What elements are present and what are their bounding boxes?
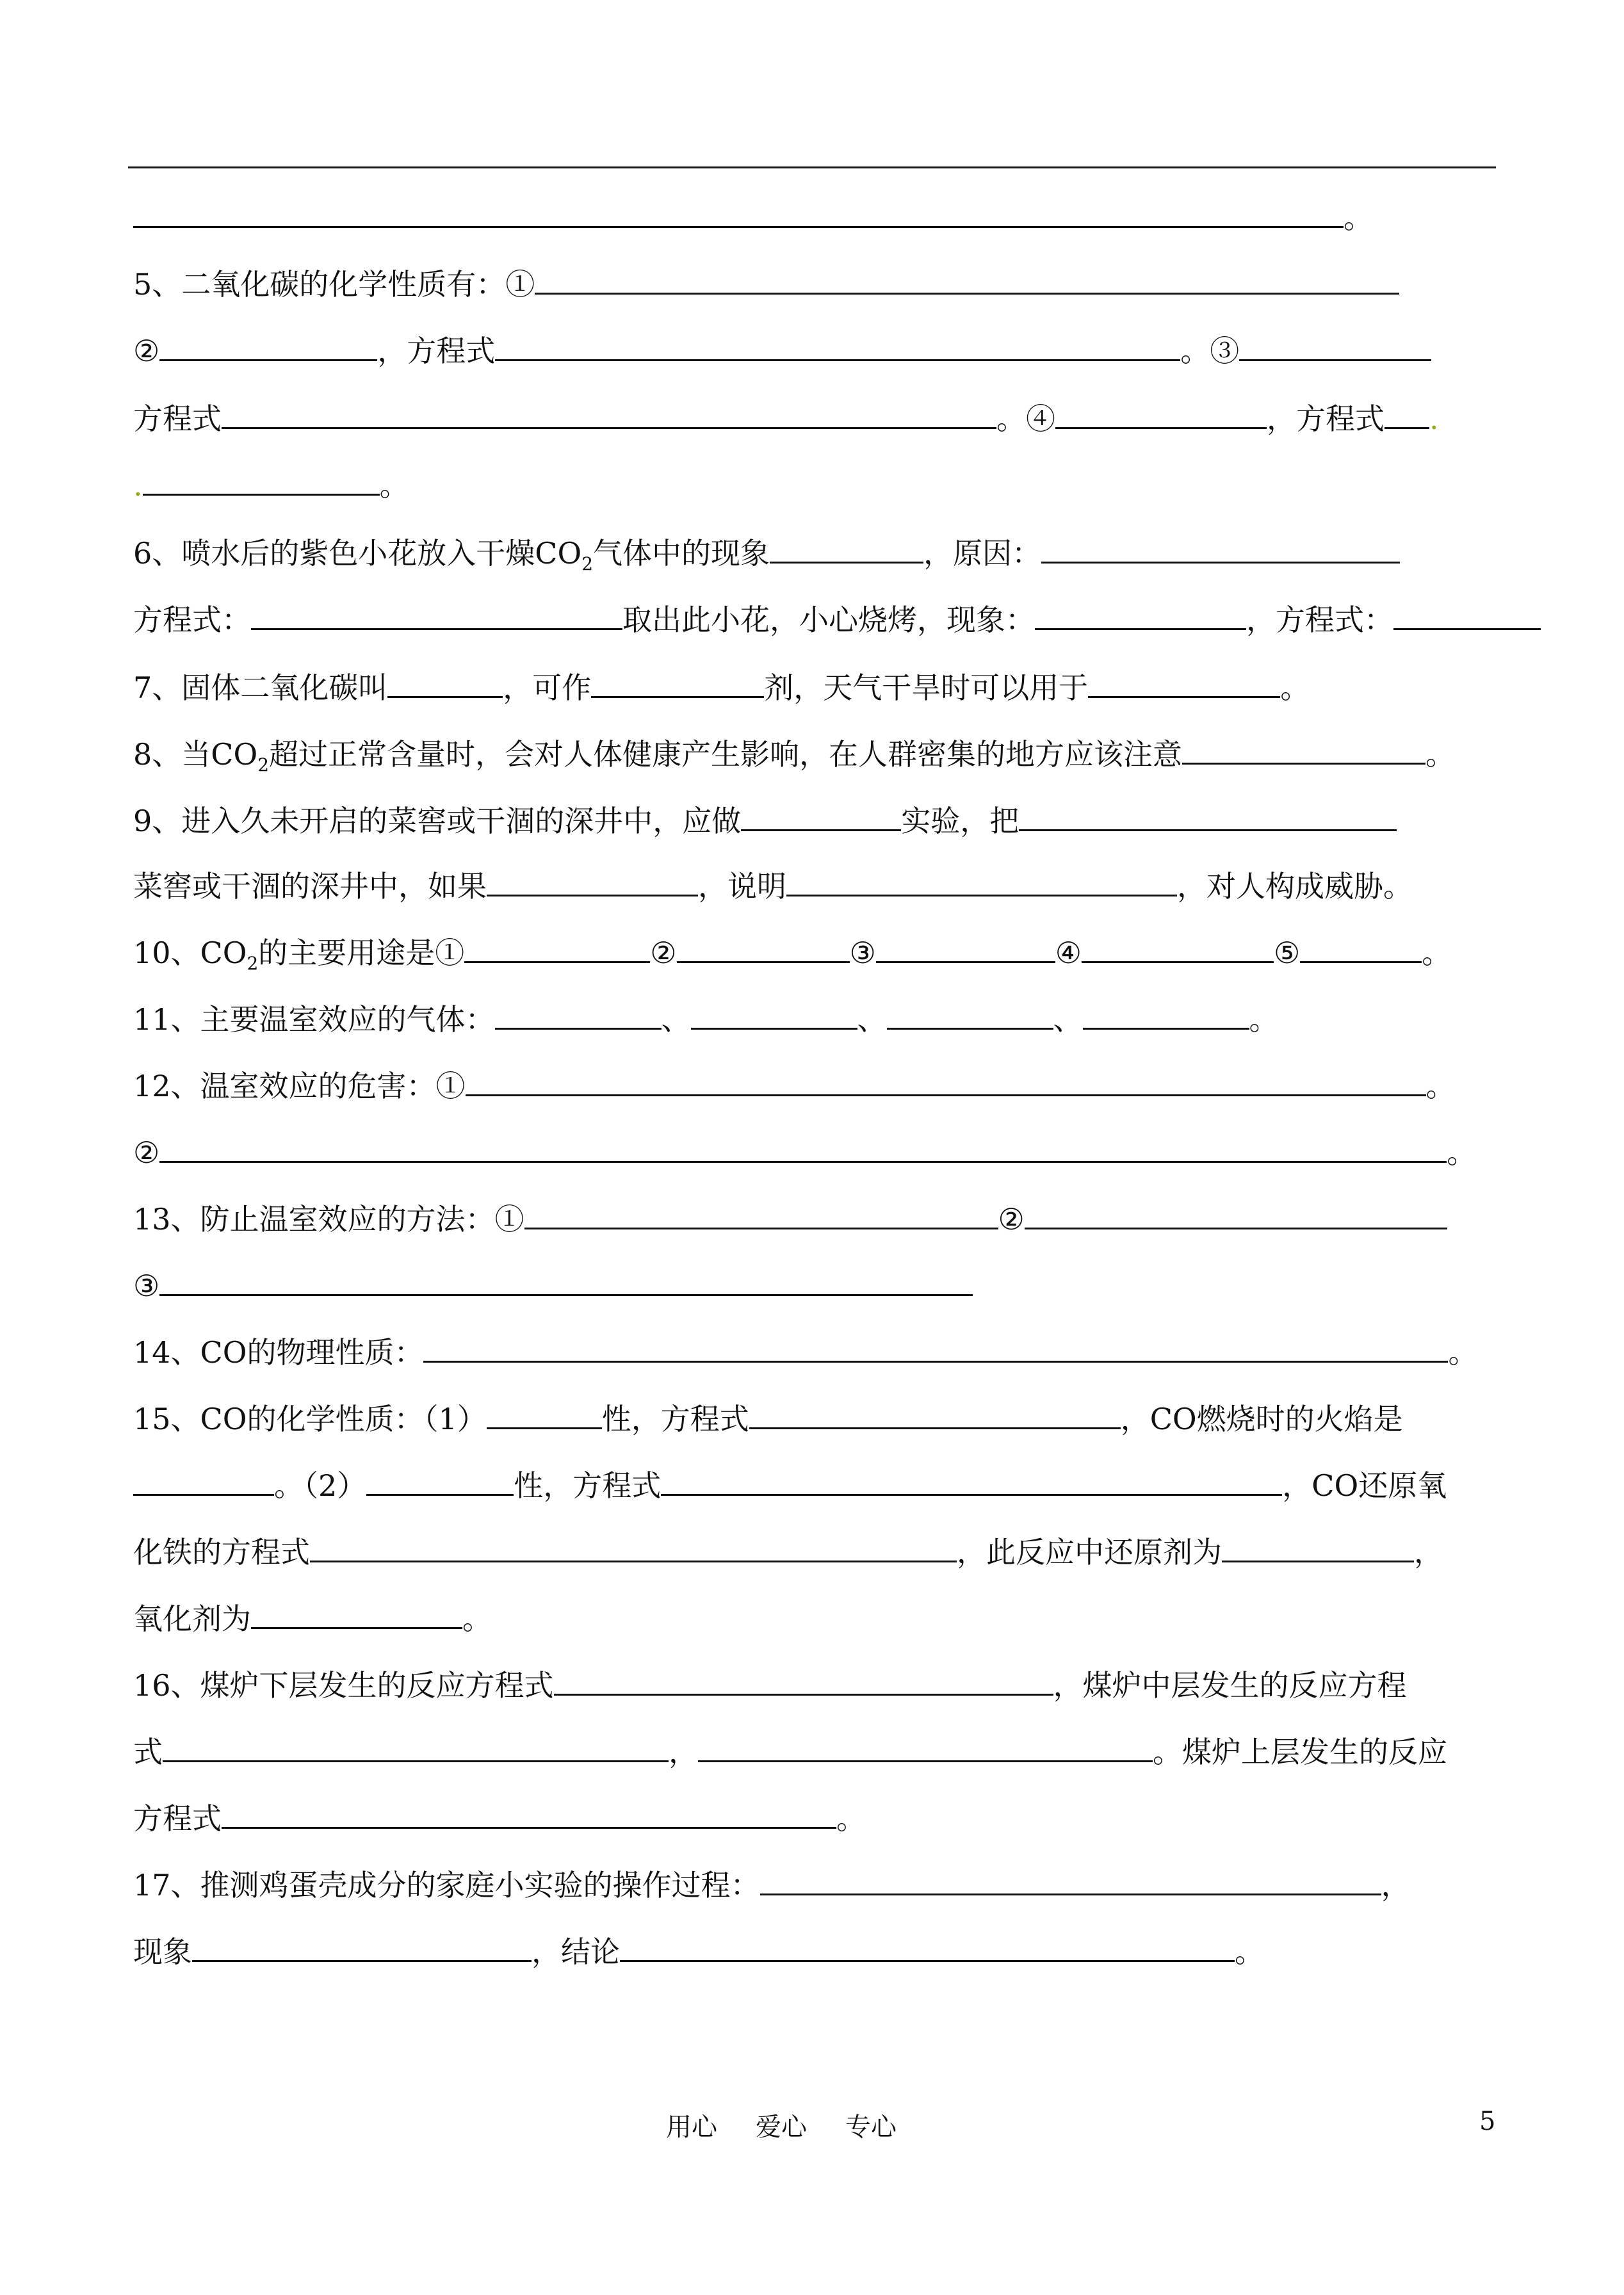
blank[interactable] bbox=[387, 670, 503, 698]
blank[interactable] bbox=[222, 401, 996, 429]
blank[interactable] bbox=[1082, 936, 1274, 963]
blank[interactable] bbox=[698, 1735, 1153, 1762]
blank[interactable] bbox=[1055, 401, 1267, 429]
blank[interactable] bbox=[495, 1002, 662, 1030]
blank[interactable] bbox=[661, 1468, 1282, 1496]
q5-line3: 方程式 。④ ，方程式 . bbox=[133, 401, 1439, 436]
q5-line1: 5、二氧化碳的化学性质有：① bbox=[133, 266, 1399, 302]
q12-line1: 12、温室效应的危害：① 。 bbox=[133, 1069, 1456, 1103]
blank[interactable] bbox=[366, 1468, 514, 1496]
blank[interactable] bbox=[159, 1269, 973, 1296]
blank[interactable] bbox=[620, 1934, 1235, 1962]
blank[interactable] bbox=[760, 1868, 1381, 1895]
q8-line: 8、当$CO_2$超过正常含量时，会对人体健康产生影响，在人群密集的地方应该注意 。 bbox=[133, 737, 1456, 776]
blank[interactable] bbox=[770, 536, 923, 564]
blank[interactable] bbox=[1025, 1202, 1447, 1229]
q13-line2: ③ bbox=[133, 1268, 973, 1304]
blank[interactable] bbox=[1088, 670, 1280, 698]
blank[interactable] bbox=[524, 1202, 998, 1229]
blank[interactable] bbox=[1222, 1535, 1414, 1562]
blank[interactable] bbox=[159, 334, 377, 361]
q9-line2: 菜窖或干涸的深井中，如果 ，说明 ，对人构成威胁。 bbox=[133, 869, 1413, 904]
page-number: 5 bbox=[1479, 2107, 1496, 2136]
mark-dot: . bbox=[1429, 401, 1439, 436]
blank[interactable] bbox=[535, 267, 1399, 295]
blank[interactable] bbox=[495, 334, 1180, 361]
blank[interactable] bbox=[143, 468, 380, 496]
mark-dot: . bbox=[133, 468, 143, 503]
blank[interactable] bbox=[1393, 603, 1541, 630]
q5-line4: . 。 bbox=[133, 468, 409, 503]
blank[interactable] bbox=[487, 869, 698, 896]
blank[interactable] bbox=[1035, 603, 1246, 630]
blank[interactable] bbox=[887, 1002, 1053, 1030]
q15-line4: 氧化剂为 。 bbox=[133, 1602, 492, 1636]
blank[interactable] bbox=[554, 1668, 1053, 1696]
blank[interactable] bbox=[1019, 804, 1397, 831]
q16-line1: 16、煤炉下层发生的反应方程式 ，煤炉中层发生的反应方程 bbox=[133, 1668, 1407, 1703]
blank[interactable] bbox=[251, 1602, 462, 1629]
q5-line2: ② ，方程式 。③ bbox=[133, 333, 1431, 369]
blank[interactable] bbox=[464, 936, 650, 963]
blank[interactable] bbox=[1182, 737, 1425, 765]
blank[interactable] bbox=[1083, 1002, 1249, 1030]
q15-line1: 15、CO的化学性质：（1） 性，方程式 ，CO燃烧时的火焰是 bbox=[133, 1402, 1403, 1436]
blank[interactable] bbox=[251, 603, 622, 630]
q14-line: 14、CO的物理性质： 。 bbox=[133, 1335, 1478, 1370]
q15-line2: 。（2） 性，方程式 ，CO还原氧 bbox=[133, 1468, 1447, 1504]
q10-line: 10、$CO_2$的主要用途是① ② ③ ④ ⑤ 。 bbox=[133, 936, 1452, 975]
blank[interactable] bbox=[786, 869, 1177, 896]
q9-line1: 9、进入久未开启的菜窖或干涸的深井中，应做 实验，把 bbox=[133, 803, 1397, 839]
q6-line1: 6、喷水后的紫色小花放入干燥$CO_2$气体中的现象 ，原因： bbox=[133, 535, 1400, 571]
q12-line2: ② 。 bbox=[133, 1135, 1477, 1170]
q16-line2: 式 ， 。煤炉上层发生的反应 bbox=[133, 1735, 1447, 1769]
blank[interactable] bbox=[1300, 936, 1422, 963]
blank[interactable] bbox=[1041, 536, 1400, 564]
blank[interactable] bbox=[133, 200, 1344, 228]
blank[interactable] bbox=[222, 1801, 836, 1829]
blank[interactable] bbox=[159, 1135, 1447, 1163]
blank[interactable] bbox=[192, 1934, 532, 1962]
blank[interactable] bbox=[1239, 334, 1431, 361]
q11-line: 11、主要温室效应的气体： 、 、 、 。 bbox=[133, 1002, 1279, 1037]
blank[interactable] bbox=[487, 1402, 602, 1429]
q17-line1: 17、推测鸡蛋壳成分的家庭小实验的操作过程： ， bbox=[133, 1868, 1411, 1902]
page-footer: 用心 爱心 专心 bbox=[666, 2113, 897, 2142]
blank[interactable] bbox=[1384, 401, 1429, 429]
blank[interactable] bbox=[423, 1335, 1448, 1363]
blank[interactable] bbox=[677, 936, 850, 963]
blank[interactable] bbox=[876, 936, 1055, 963]
blank[interactable] bbox=[133, 1468, 274, 1496]
blank[interactable] bbox=[749, 1402, 1121, 1429]
blank[interactable] bbox=[741, 804, 901, 831]
q6-line2: 方程式： 取出此小花，小心烧烤，现象： ，方程式： bbox=[133, 602, 1541, 638]
blank[interactable] bbox=[466, 1069, 1426, 1096]
q7-line: 7、固体二氧化碳叫 ，可作 剂，天气干旱时可以用于 。 bbox=[133, 670, 1310, 705]
blank[interactable] bbox=[163, 1735, 669, 1762]
blank[interactable] bbox=[591, 670, 764, 698]
q15-line3: 化铁的方程式 ，此反应中还原剂为 ， bbox=[133, 1535, 1443, 1569]
top-rule bbox=[128, 166, 1496, 168]
q13-line1: 13、防止温室效应的方法：① ② bbox=[133, 1201, 1447, 1237]
blank[interactable] bbox=[310, 1535, 957, 1562]
q16-line3: 方程式 。 bbox=[133, 1801, 866, 1836]
blank[interactable] bbox=[691, 1002, 857, 1030]
line-top: 。 bbox=[133, 200, 1373, 236]
q17-line2: 现象 ，结论 。 bbox=[133, 1934, 1264, 1969]
